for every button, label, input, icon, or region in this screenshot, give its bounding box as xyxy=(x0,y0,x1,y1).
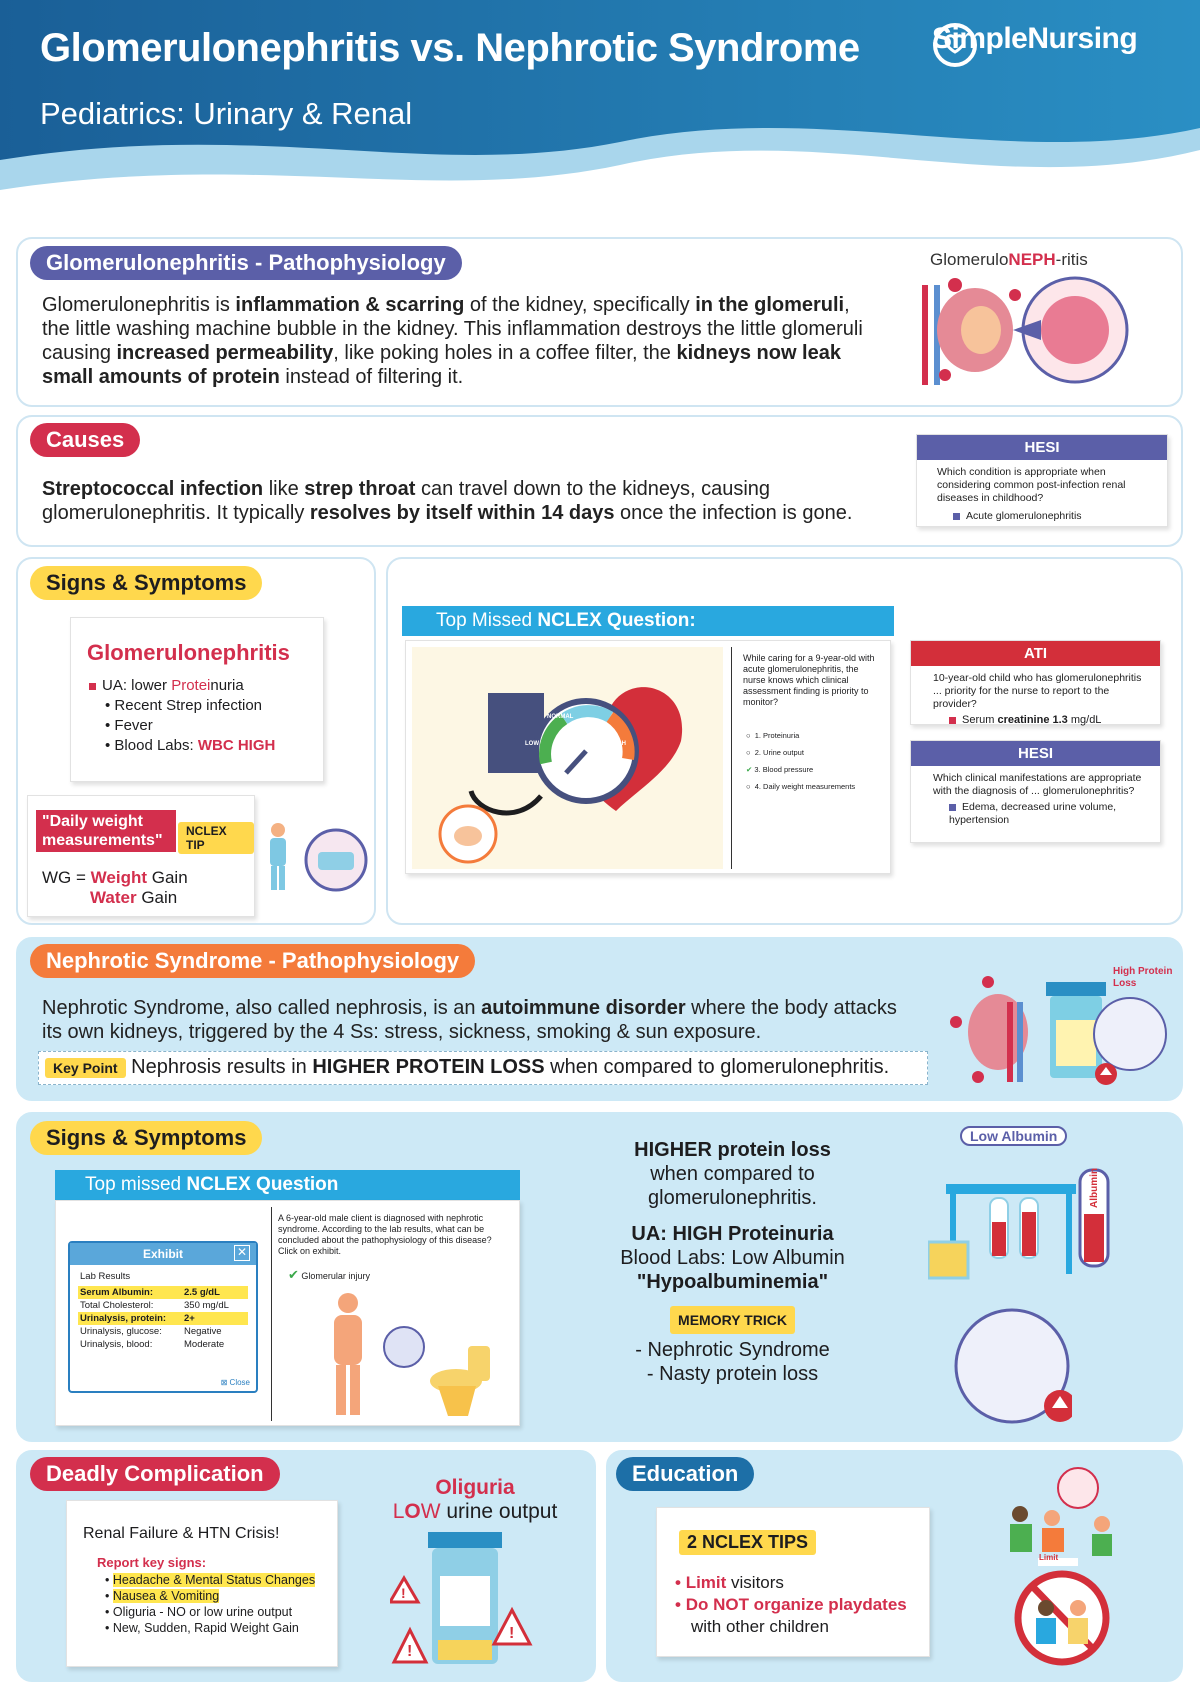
ati-question: 10-year-old child who has glomerulonephritis ... priority for the nurse to report to the provider? xyxy=(933,672,1142,710)
nclex1-question-box xyxy=(405,640,891,874)
nclex2-question: A 6-year-old male client is diagnosed with nephrotic syndrome. According to the lab results, what can be concluded about the pathophysiology of this disease? Click on exhibit. xyxy=(278,1213,492,1256)
label-part: -ritis xyxy=(1055,250,1088,269)
text-red: O xyxy=(404,1500,421,1523)
wg-line-1 xyxy=(42,868,188,888)
glomerulo-image-label xyxy=(930,250,1088,270)
lab-name: Serum Albumin: xyxy=(80,1287,154,1298)
memory-line-1: - Nephrotic Syndrome xyxy=(635,1339,830,1361)
text-fragment: of the kidney, specifically xyxy=(464,294,696,316)
nclex1-question: While caring for a 9-year-old with acute glomerulonephritis, the nurse knows which clinical assessment finding is priority to monitor? xyxy=(743,653,875,707)
ua-high: UA: HIGH Proteinuria xyxy=(631,1223,834,1245)
tip-text: visitors xyxy=(726,1573,784,1592)
text-red: Weight xyxy=(90,868,148,887)
label-part: NEPH xyxy=(1008,250,1056,269)
causes-text xyxy=(42,477,922,525)
option-text: 2. Urine output xyxy=(754,748,804,757)
sign-item: • Blood Labs: WBC HIGH xyxy=(105,737,276,754)
hesi2-answer xyxy=(911,801,1160,827)
ati-box xyxy=(910,640,1161,725)
sign-item: • Recent Strep infection xyxy=(105,697,263,714)
sign-text: Nausea & Vomiting xyxy=(112,1589,220,1603)
exhibit-title: Exhibit xyxy=(142,1247,183,1261)
tip-item xyxy=(675,1572,907,1594)
low-albumin-label: Low Albumin xyxy=(960,1126,1067,1146)
lab-row xyxy=(78,1312,248,1325)
option-text: 1. Proteinuria xyxy=(754,731,800,740)
banner-bold: NCLEX Question: xyxy=(537,610,696,631)
answer-text: Glomerular injury xyxy=(301,1271,370,1281)
nclex2-answer xyxy=(288,1267,370,1283)
option-text: 4. Daily weight measurements xyxy=(754,782,856,791)
bullet-icon: • xyxy=(675,1573,681,1592)
tip-item xyxy=(675,1594,907,1616)
brand-logo xyxy=(932,22,1137,56)
tip-item-continued: with other children xyxy=(691,1617,829,1636)
higher-loss-compare: when compared to glomerulonephritis. xyxy=(648,1163,817,1209)
hesi2-question: Which clinical manifestations are appropriate with the diagnosis of ... glomerulonephritis? xyxy=(933,772,1142,797)
exhibit-close-button[interactable]: ⊠ Close xyxy=(220,1378,250,1387)
bullet-icon xyxy=(949,717,956,724)
text-bold: Streptococcal infection xyxy=(42,478,264,500)
option-3-correct[interactable] xyxy=(746,761,855,778)
hesi-answer xyxy=(917,508,1167,523)
hesi2-box xyxy=(910,740,1161,843)
lab-row xyxy=(78,1325,248,1338)
answer-bold: creatinine 1.3 xyxy=(997,714,1068,726)
renal-failure-text: Renal Failure & HTN Crisis! xyxy=(83,1525,280,1542)
exhibit-window xyxy=(68,1241,258,1393)
limit-tag: Limit xyxy=(1039,1553,1059,1562)
nephrotic-summary xyxy=(560,1138,905,1386)
report-signs-label: Report key signs: xyxy=(97,1555,207,1570)
hesi-question: Which condition is appropriate when considering common post-infection renal diseases in childhood? xyxy=(937,466,1126,504)
higher-loss: HIGHER protein loss xyxy=(634,1139,831,1161)
text-fragment: nuria xyxy=(210,677,244,694)
nephrotic-kidney-jar-illustration xyxy=(948,972,1168,1092)
text-bold: in the glomeruli xyxy=(695,294,845,316)
brand-name: SimpleNursing xyxy=(932,22,1138,55)
text-bold: increased permeability xyxy=(116,342,334,364)
lab-name: Total Cholesterol: xyxy=(80,1300,154,1311)
gauge-normal-label: NORMAL xyxy=(547,714,574,720)
text-fragment: , like poking holes in a coffee filter, the xyxy=(333,342,677,364)
text-red: Protei xyxy=(171,677,211,694)
lab-results-table xyxy=(70,1286,256,1351)
low-urine-output xyxy=(360,1500,590,1524)
option-1[interactable]: ○ 1. Proteinuria xyxy=(746,731,800,740)
oliguria-block xyxy=(360,1476,590,1524)
education-tips-box xyxy=(656,1507,930,1657)
text-bold: kidneys now leak small amounts of protein xyxy=(42,342,841,388)
glomerulo-signs-list xyxy=(89,676,275,756)
lab-value: 2+ xyxy=(184,1313,195,1324)
text-fragment: when compared to glomerulonephritis. xyxy=(544,1056,890,1078)
header-banner xyxy=(0,0,1200,230)
key-point-box xyxy=(38,1051,928,1085)
sign-item: • New, Sudden, Rapid Weight Gain xyxy=(105,1621,299,1635)
answer-text: Edema, decreased urine volume, hypertension xyxy=(949,801,1117,826)
ati-header: ATI xyxy=(911,641,1160,666)
lab-row xyxy=(78,1338,248,1351)
daily-weight-title: "Daily weight measurements" xyxy=(36,810,176,852)
close-label: Close xyxy=(229,1378,250,1387)
answer-text: Acute glomerulonephritis xyxy=(966,510,1082,522)
lab-results-label: Lab Results xyxy=(80,1271,131,1282)
bullet-icon xyxy=(953,513,960,520)
wg-formula xyxy=(42,868,188,908)
divider xyxy=(271,1207,272,1421)
lab-name: Urinalysis, blood: xyxy=(80,1339,153,1350)
hesi-header: HESI xyxy=(911,741,1160,766)
text-red: W xyxy=(420,1500,441,1523)
text-fragment: where the body attacks its own kidneys, triggered by the 4 Ss: stress, sickness, smoking & sun exposure. xyxy=(42,997,897,1043)
text-bold: HIGHER PROTEIN LOSS xyxy=(312,1056,545,1078)
causes-hesi-box xyxy=(916,434,1168,527)
banner-text: Top Missed xyxy=(436,610,538,631)
glomerulo-signs-box xyxy=(70,617,324,782)
sign-item: • Nausea & Vomiting xyxy=(105,1589,220,1603)
urine-jar-warning-illustration xyxy=(390,1530,540,1670)
text-bold: inflammation & scarring xyxy=(235,294,465,316)
albumin-tube-label: Albumin xyxy=(1089,1168,1100,1208)
close-icon[interactable]: ✕ xyxy=(234,1245,250,1261)
protein-loss-magnifier-illustration xyxy=(952,1306,1072,1426)
text-fragment: , the little washing machine bubble in the kidney. This inflammation destroys the little glomeruli causing xyxy=(42,294,863,364)
signs2-pill: Signs & Symptoms xyxy=(30,1121,262,1155)
lab-name: Urinalysis, glucose: xyxy=(80,1326,162,1337)
nephrotic-patho-text xyxy=(42,996,902,1044)
heart-stethoscope-icon xyxy=(932,22,978,68)
glomerulo-signs-title: Glomerulonephritis xyxy=(87,640,290,665)
banner-bold: NCLEX Question xyxy=(186,1174,339,1195)
ua-line xyxy=(89,676,275,696)
text-fragment: once the infection is gone. xyxy=(614,502,853,524)
lab-row xyxy=(78,1286,248,1299)
check-icon: ✔ xyxy=(746,765,753,774)
text-fragment: instead of filtering it. xyxy=(279,366,464,388)
glomerulo-patho-pill: Glomerulonephritis - Pathophysiology xyxy=(30,246,462,280)
text-bold: resolves by itself within 14 days xyxy=(309,502,615,524)
label-part: Glomerulo xyxy=(930,250,1009,269)
child-scale-illustration xyxy=(262,822,370,894)
text-fragment: Gain xyxy=(147,868,188,887)
deadly-pill: Deadly Complication xyxy=(30,1457,280,1491)
oliguria-label: Oliguria xyxy=(435,1476,515,1499)
causes-pill: Causes xyxy=(30,423,140,457)
text-bold: autoimmune disorder xyxy=(481,997,686,1019)
text-fragment: can travel down to the kidneys, causing glomerulonephritis. It typically xyxy=(42,478,771,524)
kidney-glomerulus-illustration xyxy=(915,275,1135,395)
daily-weight-box xyxy=(27,795,255,917)
page-title: Glomerulonephritis vs. Nephrotic Syndrome xyxy=(40,26,860,70)
text-fragment: Glomerulonephritis is xyxy=(42,294,236,316)
lab-value: 2.5 g/dL xyxy=(184,1287,220,1298)
education-tips-list xyxy=(675,1572,907,1638)
ati-answer xyxy=(911,714,1160,726)
blood-pressure-heart-illustration xyxy=(416,651,716,866)
text-red: L xyxy=(392,1500,405,1523)
child-toilet-illustration xyxy=(318,1291,503,1421)
option-text: 3. Blood pressure xyxy=(754,765,814,774)
text-bold: strep throat xyxy=(304,478,416,500)
sign-item: • Fever xyxy=(105,717,153,734)
nclex2-question-box xyxy=(55,1200,520,1426)
nclex1-banner xyxy=(402,606,894,636)
lab-value: Moderate xyxy=(184,1339,225,1350)
option-4[interactable]: ○ 4. Daily weight measurements xyxy=(746,782,856,791)
bullet-icon xyxy=(89,683,96,690)
deadly-signs-list xyxy=(105,1572,315,1636)
answer-text: mg/dL xyxy=(1067,714,1102,726)
tip-text-red: Limit xyxy=(685,1573,727,1592)
limit-visitors-illustration xyxy=(1002,1466,1122,1666)
nclex-tip-tag: NCLEX TIP xyxy=(178,822,254,854)
text-fragment: like xyxy=(263,478,305,500)
text-fragment: UA: lower xyxy=(102,677,172,694)
signs1-pill: Signs & Symptoms xyxy=(30,566,262,600)
svg-text:!: ! xyxy=(401,1585,406,1601)
text-fragment: urine output xyxy=(440,1500,558,1523)
text-fragment: Nephrotic Syndrome, also called nephrosis, is an xyxy=(42,997,482,1019)
sign-text: New, Sudden, Rapid Weight Gain xyxy=(112,1621,299,1635)
bullet-icon xyxy=(949,804,956,811)
divider xyxy=(731,647,732,869)
sign-item: • Oliguria - NO or low urine output xyxy=(105,1605,293,1619)
sign-text-red: WBC HIGH xyxy=(197,737,276,754)
banner-text: Top missed xyxy=(85,1174,187,1195)
text-fragment: Nephrosis results in xyxy=(131,1056,313,1078)
text-fragment: Gain xyxy=(136,888,178,907)
page-subtitle: Pediatrics: Urinary & Renal xyxy=(40,96,413,131)
sign-item: • Headache & Mental Status Changes xyxy=(105,1573,316,1587)
nclex-tips-tag: 2 NCLEX TIPS xyxy=(679,1530,816,1555)
sign-text: Blood Labs: xyxy=(114,737,198,754)
svg-text:!: ! xyxy=(407,1643,413,1660)
check-icon: ✔ xyxy=(288,1267,299,1282)
answer-text: Serum xyxy=(962,714,998,726)
svg-text:!: ! xyxy=(509,1625,515,1642)
lab-value: Negative xyxy=(184,1326,222,1337)
wg-line-2 xyxy=(42,888,188,908)
high-protein-loss-label: High Protein Loss xyxy=(1113,966,1173,989)
lab-name: Urinalysis, protein: xyxy=(80,1313,167,1324)
lab-row xyxy=(78,1299,248,1312)
tip-text-red: Do NOT organize playdates xyxy=(685,1595,907,1614)
text-fragment: WG = xyxy=(42,868,91,887)
nephrotic-patho-pill: Nephrotic Syndrome - Pathophysiology xyxy=(30,944,475,978)
deadly-signs-box xyxy=(66,1500,338,1667)
exhibit-titlebar xyxy=(70,1243,256,1265)
blood-labs: Blood Labs: Low Albumin xyxy=(620,1247,845,1269)
hypoalbuminemia: "Hypoalbuminemia" xyxy=(636,1271,829,1293)
sign-text: Headache & Mental Status Changes xyxy=(112,1573,316,1587)
sign-text: Recent Strep infection xyxy=(114,697,263,714)
sign-text: Fever xyxy=(114,717,153,734)
option-2[interactable]: ○ 2. Urine output xyxy=(746,748,804,757)
key-point-tag: Key Point xyxy=(45,1058,126,1078)
bullet-icon: • xyxy=(675,1595,681,1614)
memory-line-2: - Nasty protein loss xyxy=(646,1363,819,1385)
lab-value: 350 mg/dL xyxy=(184,1300,229,1311)
nclex1-options[interactable] xyxy=(746,727,855,795)
sign-text: Oliguria - NO or low urine output xyxy=(112,1605,293,1619)
hesi-header: HESI xyxy=(917,435,1167,460)
gauge-low-label: LOW xyxy=(525,741,539,747)
nclex2-banner xyxy=(55,1170,520,1200)
memory-trick-tag: MEMORY TRICK xyxy=(670,1306,795,1334)
education-pill: Education xyxy=(616,1457,754,1491)
gauge-high-label: HIGH xyxy=(611,741,626,747)
text-red: Water xyxy=(90,888,137,907)
glomerulo-patho-text xyxy=(42,293,882,389)
